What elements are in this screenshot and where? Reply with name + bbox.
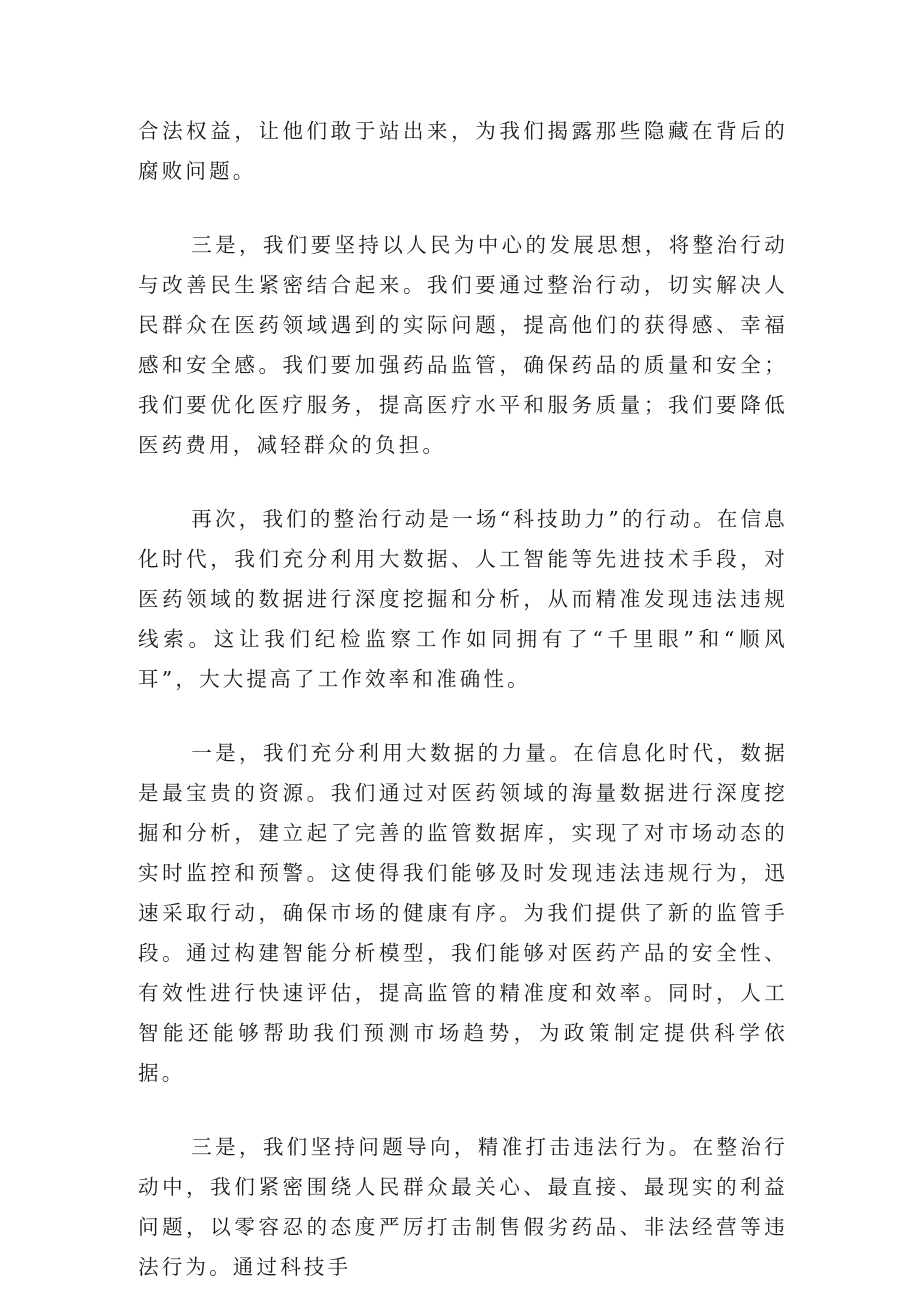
document-body	[138, 111, 788, 1287]
paragraph-problem-oriented: 三是，我们坚持问题导向，精准打击违法行为。在整治行动中，我们紧密围绕人民群众最关心、最直接、最现实的利益问题，以零容忍的态度严厉打击制售假劣药品、非法经营等违法行为。通过科技手	[138, 1135, 788, 1279]
paragraph-continued: 合法权益，让他们敢于站出来，为我们揭露那些隐藏在背后的腐败问题。	[138, 119, 788, 183]
paragraph-people-centered: 三是，我们要坚持以人民为中心的发展思想，将整治行动与改善民生紧密结合起来。我们要通过整治行动，切实解决人民群众在医药领域遇到的实际问题，提高他们的获得感、幸福感和安全感。我们要加强药品监管，确保药品的质量和安全；我们要优化医疗服务，提高医疗水平和服务质量；我们要降低医药费用，减轻群众的负担。	[138, 233, 788, 457]
paragraph-tech-assisted: 再次，我们的整治行动是一场“科技助力”的行动。在信息化时代，我们充分利用大数据、人工智能等先进技术手段，对医药领域的数据进行深度挖掘和分析，从而精准发现违法违规线索。这让我们纪检监察工作如同拥有了“千里眼”和“顺风耳”，大大提高了工作效率和准确性。	[138, 507, 788, 691]
paragraph-big-data: 一是，我们充分利用大数据的力量。在信息化时代，数据是最宝贵的资源。我们通过对医药领域的海量数据进行深度挖掘和分析，建立起了完善的监管数据库，实现了对市场动态的实时监控和预警。这使得我们能够及时发现违法违规行为，迅速采取行动，确保市场的健康有序。为我们提供了新的监管手段。通过构建智能分析模型，我们能够对医药产品的安全性、有效性进行快速评估，提高监管的精准度和效率。同时，人工智能还能够帮助我们预测市场趋势，为政策制定提供科学依据。	[138, 741, 788, 1085]
